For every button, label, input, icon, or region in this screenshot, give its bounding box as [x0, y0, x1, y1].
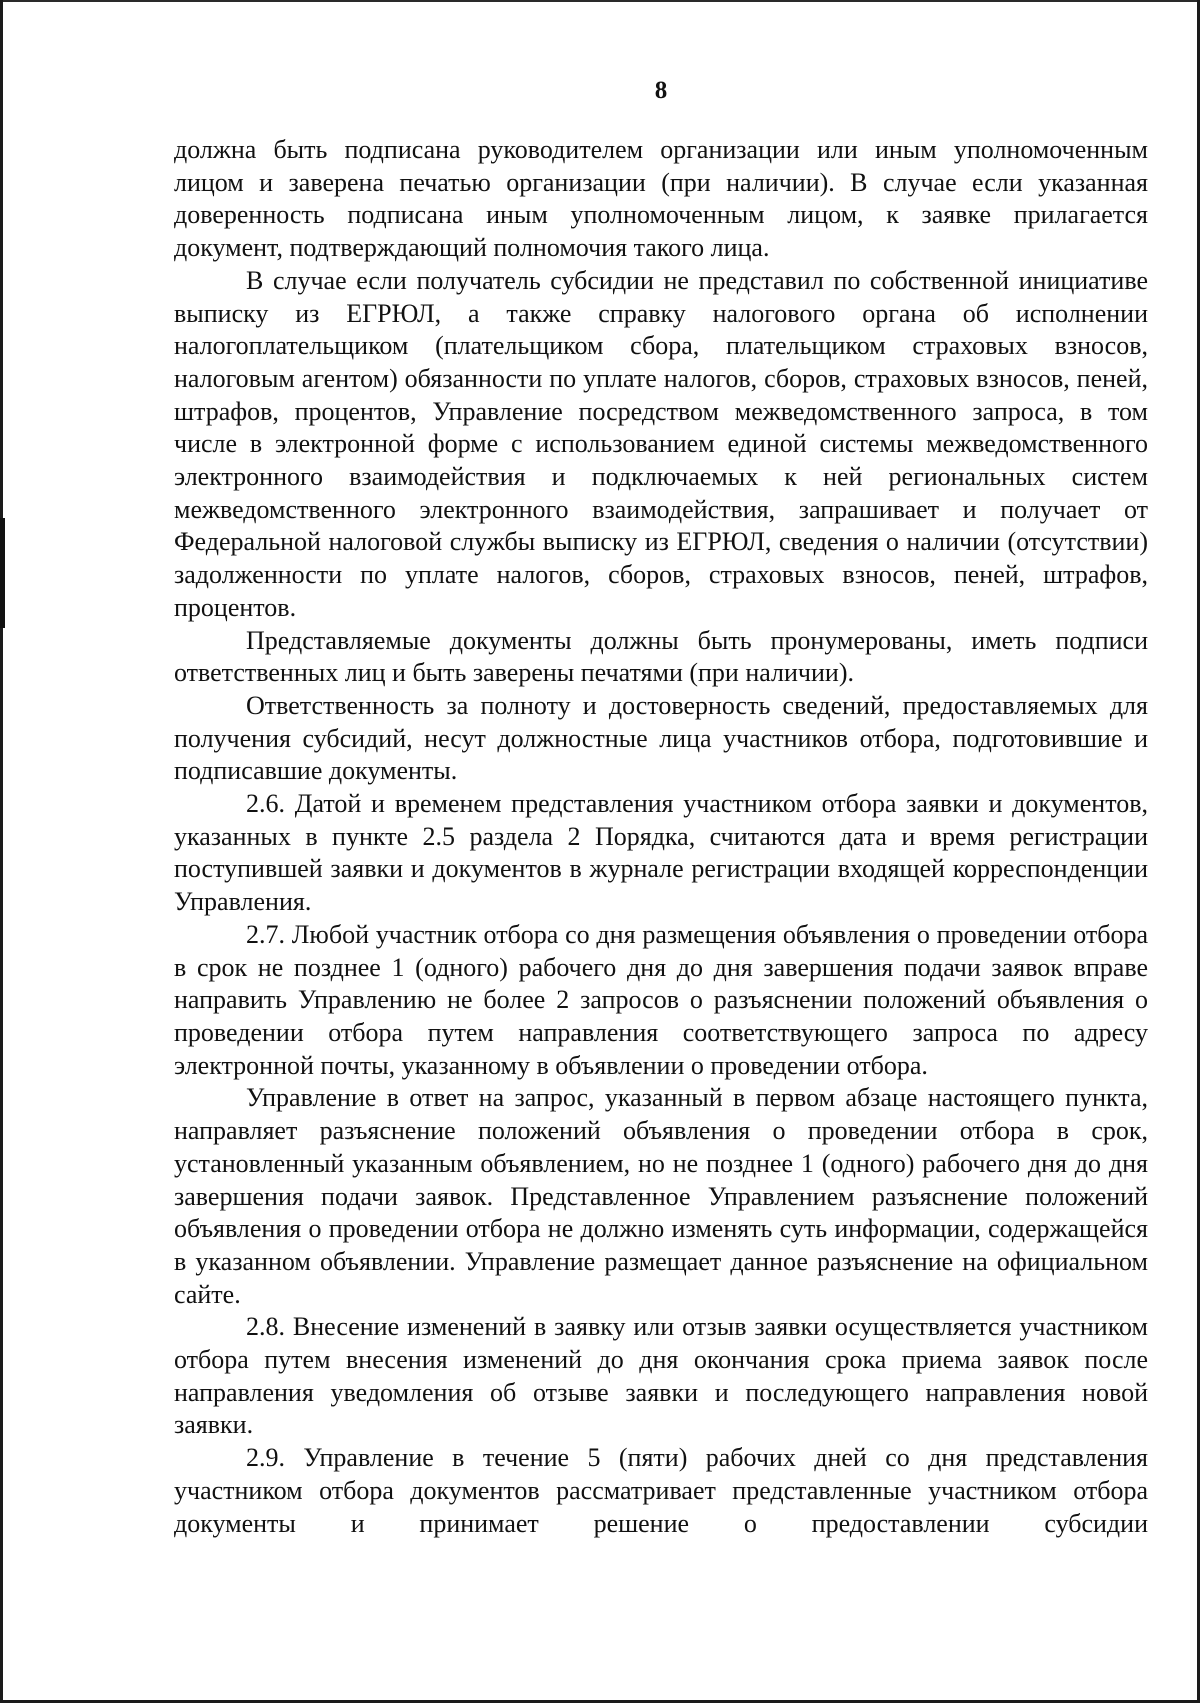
scan-left-edge	[0, 0, 3, 1703]
paragraph-2-8: 2.8. Внесение изменений в заявку или отзыв заявки осуществляется участником отбора путем внесения изменений до дня окончания срока приема заявок после направления уведомления об отзыве заявки и последующего направления новой заявки.	[174, 1312, 1148, 1440]
paragraph-egrul-request: В случае если получатель субсидии не представил по собственной инициативе выписку из ЕГРЮЛ, а также справку налогового органа об исполнении налогоплательщиком (плательщиком сбора, плательщиком страховых взносов, налоговым агентом) обязанности по уплате налогов, сборов, страховых взносов, пеней, штрафов, процентов, Управление посредством межведомственного запроса, в том числе в электронной форме с использованием единой системы межведомственного электронного взаимодействия и подключаемых к ней региональных систем межведомственного электронного взаимодействия, запрашивает и получает от Федеральной налоговой службы выписку из ЕГРЮЛ, сведения о наличии (отсутствии) задолженности по уплате налогов, сборов, страховых взносов, пеней, штрафов, процентов.	[174, 265, 1148, 622]
document-body	[174, 134, 1148, 1540]
page-number: 8	[654, 77, 668, 104]
paragraph-2-7: 2.7. Любой участник отбора со дня размещения объявления о проведении отбора в срок не позднее 1 (одного) рабочего дня до дня завершения подачи заявок вправе направить Управлению не более 2 запросов о разъяснении положений объявления о проведении отбора путем направления соответствующего запроса по адресу электронной почты, указанному в объявлении о проведении отбора.	[174, 919, 1148, 1080]
paragraph-documents-numbered: Представляемые документы должны быть пронумерованы, иметь подписи ответственных лиц и быть заверены печатями (при наличии).	[174, 625, 1148, 688]
scan-margin-mark	[0, 518, 5, 628]
paragraph-2-9: 2.9. Управление в течение 5 (пяти) рабочих дней со дня представления участником отбора документов рассматривает представленные участником отбора документы и принимает решение о предоставлении субсидии	[174, 1443, 1148, 1538]
paragraph-2-6: 2.6. Датой и временем представления участником отбора заявки и документов, указанных в пункте 2.5 раздела 2 Порядка, считаются дата и время регистрации поступившей заявки и документов в журнале регистрации входящей корреспонденции Управления.	[174, 789, 1148, 917]
paragraph-continuation: должна быть подписана руководителем организации или иным уполномоченным лицом и заверена печатью организации (при наличии). В случае если указанная доверенность подписана иным уполномоченным лицом, к заявке прилагается документ, подтверждающий полномочия такого лица.	[174, 135, 1148, 263]
paragraph-clarification: Управление в ответ на запрос, указанный в первом абзаце настоящего пункта, направляет разъяснение положений объявления о проведении отбора в срок, установленный указанным объявлением, но не позднее 1 (одного) рабочего дня до дня завершения подачи заявок. Представленное Управлением разъяснение положений объявления о проведении отбора не должно изменять суть информации, содержащейся в указанном объявлении. Управление размещает данное разъяснение на официальном сайте.	[174, 1083, 1148, 1309]
paragraph-responsibility: Ответственность за полноту и достоверность сведений, предоставляемых для получения субсидий, несут должностные лица участников отбора, подготовившие и подписавшие документы.	[174, 690, 1148, 786]
scan-top-edge	[0, 0, 1200, 2]
